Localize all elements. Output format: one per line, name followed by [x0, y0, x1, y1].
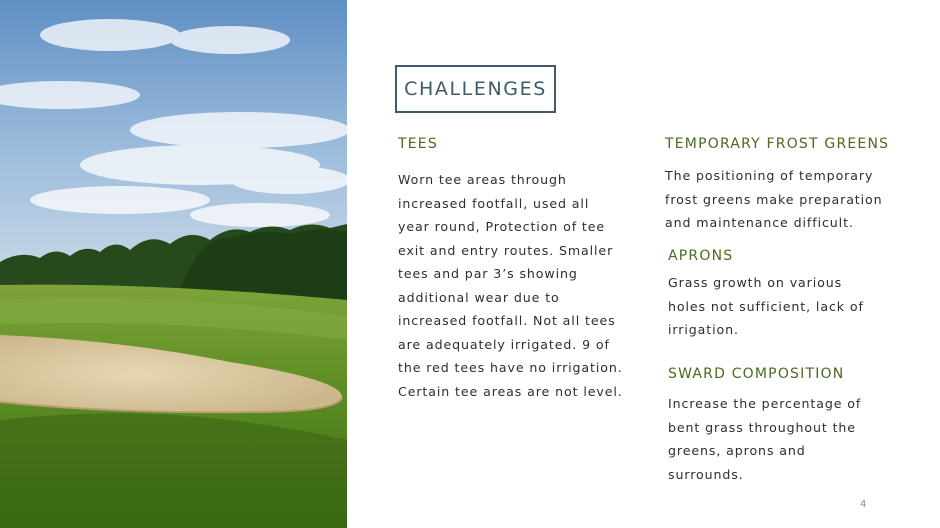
text-line: increased footfall. Not all tees	[398, 313, 616, 328]
text-line: exit and entry routes. Smaller	[398, 242, 614, 258]
slide-title: CHALLENGES	[404, 78, 547, 100]
text-line: and maintenance difficult.	[665, 215, 854, 230]
frost-greens-body	[665, 164, 915, 235]
text-line: are adequately irrigated. 9 of	[398, 336, 610, 352]
text-line: The positioning of temporary	[665, 168, 874, 183]
tees-heading: TEES	[398, 136, 438, 152]
text-line: increased footfall, used all	[398, 195, 590, 211]
golf-course-photo	[0, 0, 347, 528]
text-line: tees and par 3’s showing	[398, 266, 578, 281]
sward-heading: SWARD COMPOSITION	[668, 366, 845, 382]
text-line: irrigation.	[668, 322, 739, 337]
sward-body	[668, 392, 918, 486]
text-line: the red tees have no irrigation.	[398, 360, 623, 375]
text-line: year round, Protection of tee	[398, 219, 606, 234]
text-line: bent grass throughout the	[668, 419, 856, 435]
text-line: frost greens make preparation	[665, 191, 883, 207]
title-box	[395, 65, 556, 113]
text-line: surrounds.	[668, 466, 744, 482]
text-line: Worn tee areas through	[398, 172, 567, 187]
text-line: additional wear due to	[398, 289, 560, 305]
tees-body	[398, 168, 643, 403]
text-line: greens, aprons and	[668, 443, 806, 458]
page-number: 4	[860, 499, 867, 510]
aprons-heading: APRONS	[668, 248, 734, 264]
text-line: Increase the percentage of	[668, 396, 862, 411]
text-line: Certain tee areas are not level.	[398, 383, 623, 399]
text-line: Grass growth on various	[668, 275, 843, 290]
aprons-body	[668, 271, 918, 342]
frost-greens-heading: TEMPORARY FROST GREENS	[665, 136, 890, 152]
text-line: holes not sufficient, lack of	[668, 298, 864, 314]
golf-course-image	[0, 0, 347, 528]
